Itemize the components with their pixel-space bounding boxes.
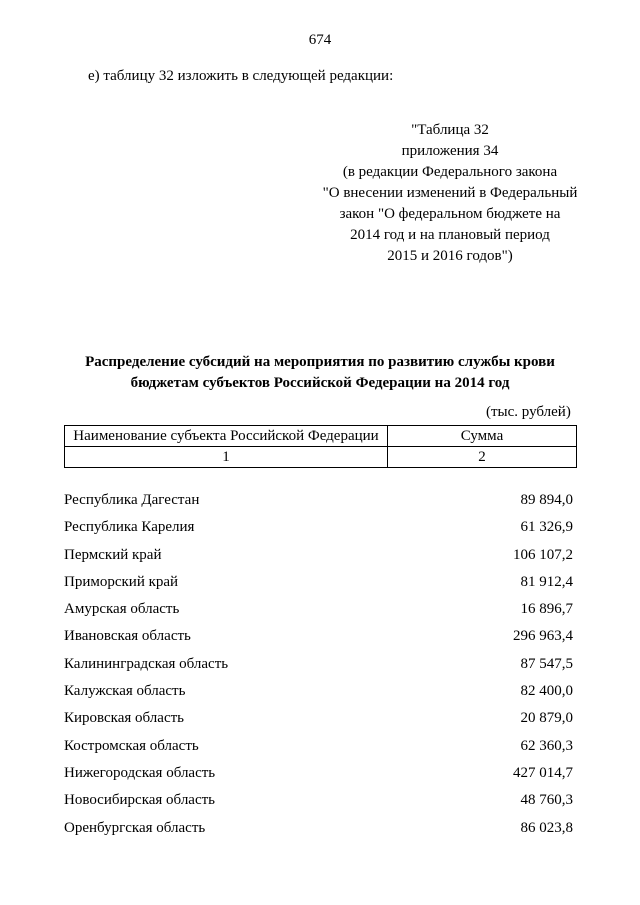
title-line: Распределение субсидий на мероприятия по развитию службы крови [85, 354, 555, 370]
table-row [64, 542, 573, 569]
amount-value: 86 023,8 [520, 819, 573, 836]
region-name: Амурская область [64, 601, 180, 618]
heading-line: 2014 год и на плановый период [350, 227, 550, 243]
table-row [64, 596, 573, 623]
amount-value: 82 400,0 [520, 683, 573, 700]
header-region-name: Наименование субъекта Российской Федерации [65, 426, 388, 447]
heading-line: приложения 34 [401, 143, 499, 159]
units-label: (тыс. рублей) [486, 404, 571, 420]
region-name: Калужская область [64, 683, 186, 700]
table-row [64, 787, 573, 814]
amount-value: 427 014,7 [513, 764, 573, 781]
region-name: Новосибирская область [64, 792, 216, 809]
table-row [64, 705, 573, 732]
amount-value: 89 894,0 [520, 492, 573, 508]
heading-line: (в редакции Федерального закона [342, 164, 558, 180]
region-name: Оренбургская область [64, 819, 206, 836]
heading-line: закон "О федеральном бюджете на [339, 206, 561, 222]
region-name: Ивановская область [64, 628, 191, 645]
table-row [64, 651, 573, 678]
region-name: Нижегородская область [64, 764, 216, 781]
page-number: 674 [308, 32, 332, 48]
table-row [64, 733, 573, 760]
amount-value: 20 879,0 [520, 710, 573, 727]
heading-line: "О внесении изменений в Федеральный [322, 185, 578, 201]
region-name: Пермский край [64, 546, 162, 563]
amount-value: 106 107,2 [513, 546, 573, 563]
table-header [64, 425, 577, 468]
table-row [64, 514, 573, 541]
amount-value: 62 360,3 [520, 737, 573, 754]
region-name: Кировская область [64, 710, 185, 727]
table-body [64, 487, 573, 842]
table-row [64, 623, 573, 650]
document-title [40, 352, 600, 394]
column-number-1: 1 [65, 447, 388, 468]
region-name: Республика Карелия [64, 519, 195, 536]
instruction-text: е) таблицу 32 изложить в следующей редакции: [88, 68, 394, 84]
amount-value: 87 547,5 [520, 655, 573, 672]
region-name: Приморский край [64, 573, 179, 590]
region-name: Костромская область [64, 737, 199, 754]
amount-value: 48 760,3 [520, 792, 573, 809]
amount-value: 61 326,9 [520, 519, 573, 536]
header-amount: Сумма [388, 426, 577, 447]
region-name: Калининградская область [64, 655, 229, 672]
heading-line: 2015 и 2016 годов") [387, 248, 513, 264]
amount-value: 16 896,7 [520, 601, 573, 618]
table-row [64, 487, 573, 514]
table-row [64, 569, 573, 596]
table-row [64, 815, 573, 842]
table-row [64, 678, 573, 705]
title-line: бюджетам субъектов Российской Федерации на 2014 год [130, 375, 510, 391]
amount-value: 296 963,4 [513, 628, 573, 645]
table-heading-block [300, 120, 600, 267]
heading-line: "Таблица 32 [411, 122, 489, 138]
amount-value: 81 912,4 [520, 573, 573, 590]
column-number-2: 2 [388, 447, 577, 468]
region-name: Республика Дагестан [64, 492, 200, 508]
table-row [64, 760, 573, 787]
